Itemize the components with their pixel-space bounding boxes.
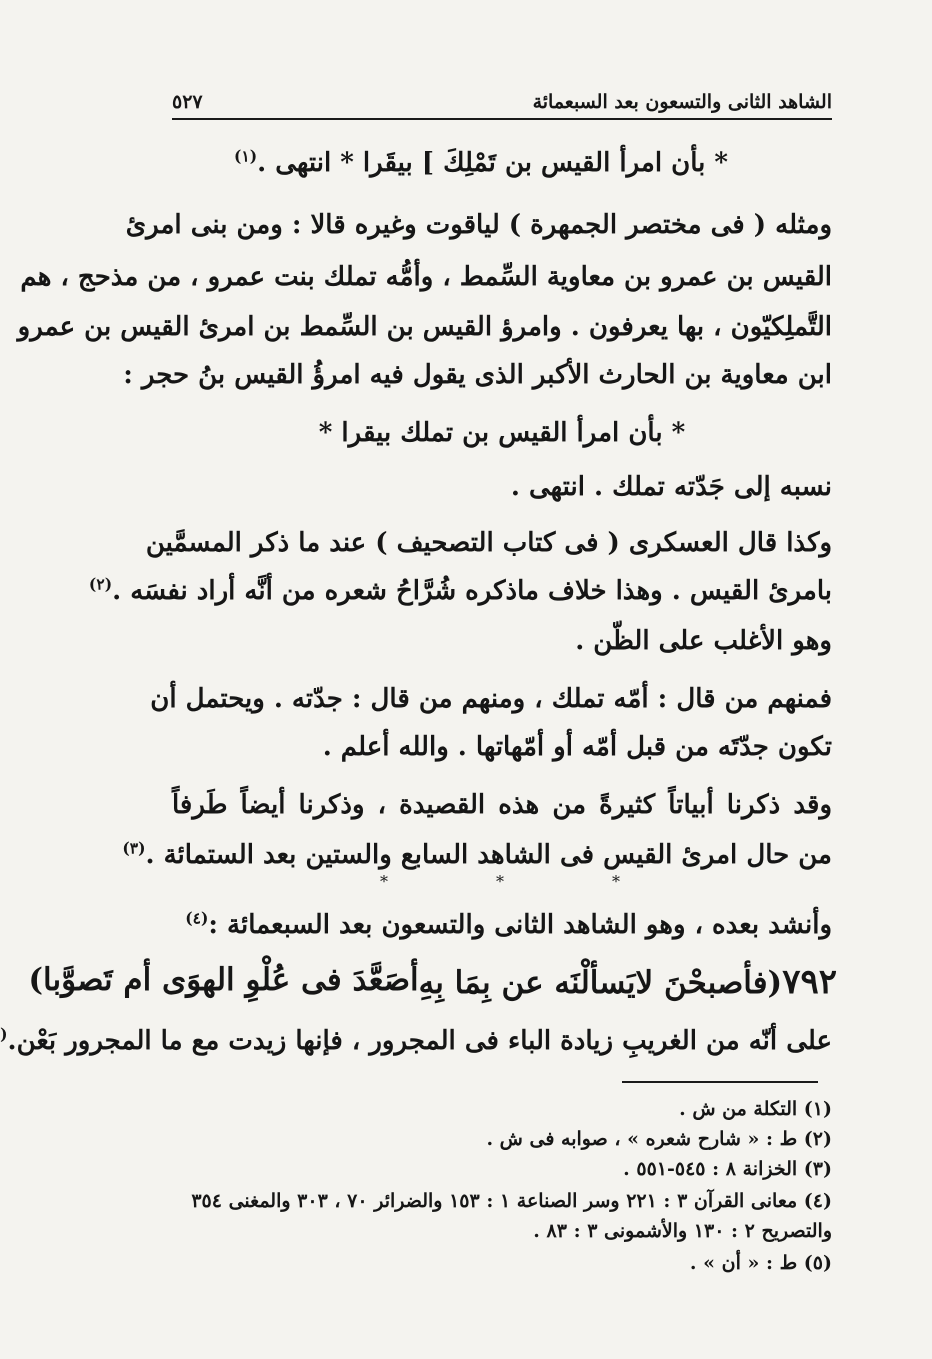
body-line-12: تكون جدّتَه من قبل أمّه أو أمّهاتها . والله أعلم . [322,732,832,762]
page-number: ٥٢٧ [172,91,203,113]
quoted-hemistich: * بأن امرأ القيس بن تملك بيقرا * [318,418,686,448]
header-rule [172,118,832,120]
footnote-3: (٣) الخزانة ٨ : ٥٤٥-٥٥١ . [623,1158,832,1180]
footnote-4: (٤) معانى القرآن ٣ : ٢٢١ وسر الصناعة ١ : ١٥٣ والضرائر ٧٠ ، ٣٠٣ والمغنى ٣٥٤ [191,1190,832,1212]
footnote-2: (٢) ط : « شارح شعره » ، صوابه فى ش . [486,1128,832,1150]
body-line-10: وهو الأغلب على الظّن . [575,626,832,656]
footnote-ref-4: (٤) [185,908,209,928]
body-line-13: وقد ذكرنا أبياتاً كثيرةً من هذه القصيدة ، وذكرنا أيضاً طَرفاً [172,790,832,820]
body-line-5: ابن معاوية بن الحارث الأكبر الذى يقول فيه امرؤُ القيس بنُ حجر : [123,360,832,390]
body-line-16: على أنّه من الغريبِ زيادة الباء فى المجرور ، فإنها زيدت مع ما المجرور بَعْن.( [172,1026,832,1056]
body-line-15: وأنشد بعده ، وهو الشاهد الثانى والتسعون بعد السبعمائة :$^{(٤)}$ [185,908,832,940]
verse-second-half: أصَعَّدَ فى عُلْوِ الهوَى أم تَصوَّبا) [28,962,419,998]
footnote-ref-5: ( [0,1024,8,1044]
body-line-4: التَّملِكيّون ، بها يعرفون . وامرؤ القيس بن السِّمط بن امرئ القيس بن عمرو [17,312,832,342]
running-title: الشاهد الثانى والتسعون بعد السبعمائة [532,91,832,113]
footnote-4-continued: والتصريح ٢ : ١٣٠ والأشمونى ٣ : ٨٣ . [533,1220,832,1242]
body-line-8: وكذا قال العسكرى ( فى كتاب التصحيف ) عند ما ذكر المسمَّين [145,528,832,558]
body-line-3: القيس بن عمرو بن معاوية السِّمط ، وأمُّه تملك بنت عمرو ، من مذحج ، هم [20,262,832,292]
body-line-2: ومثله ( فى مختصر الجمهرة ) لياقوت وغيره قالا : ومن بنى امرئ [125,210,832,240]
footnote-rule [622,1081,818,1083]
body-line-7: نسبه إلى جَدّته تملك . انتهى . [510,472,832,502]
verse-number: ٧٩٢ [782,962,837,1002]
body-line-11: فمنهم من قال : أمّه تملك ، ومنهم من قال : جدّته . ويحتمل أن [150,684,832,714]
section-separator [380,872,620,891]
body-line-9: بامرئ القيس . وهذا خلاف ماذكره شُرَّاحُ شعره من أنَّه أراد نفسَه .$^{(٢)}$ [88,574,832,606]
footnote-1: (١) التكلة من ش . [679,1098,832,1120]
footnote-ref-3: (٣) [122,838,146,858]
separator-star-1: * [380,872,388,891]
verse-792 [28,962,837,1002]
body-line-14: من حال امرئ القيس فى الشاهد السابع والستين بعد الستمائة .$^{(٣)}$ [122,838,832,870]
footnote-ref-1: (١) [233,146,258,166]
separator-star-2: * [496,872,504,891]
footnote-ref-2: (٢) [88,574,113,594]
body-line-1: * بأن امرأ القيس بن تَمْلِكَ ] بيقَرا * انتهى .$^{(١)}$ [233,146,729,178]
verse-first-half: ٧٩٢(فأصبحْنَ لايَسألْنَه عن بِمَا بِهِ [418,962,837,1002]
separator-star-3: * [612,872,620,891]
page-header [172,86,832,118]
footnote-5: (٥) ط : « أن » . [689,1252,832,1274]
